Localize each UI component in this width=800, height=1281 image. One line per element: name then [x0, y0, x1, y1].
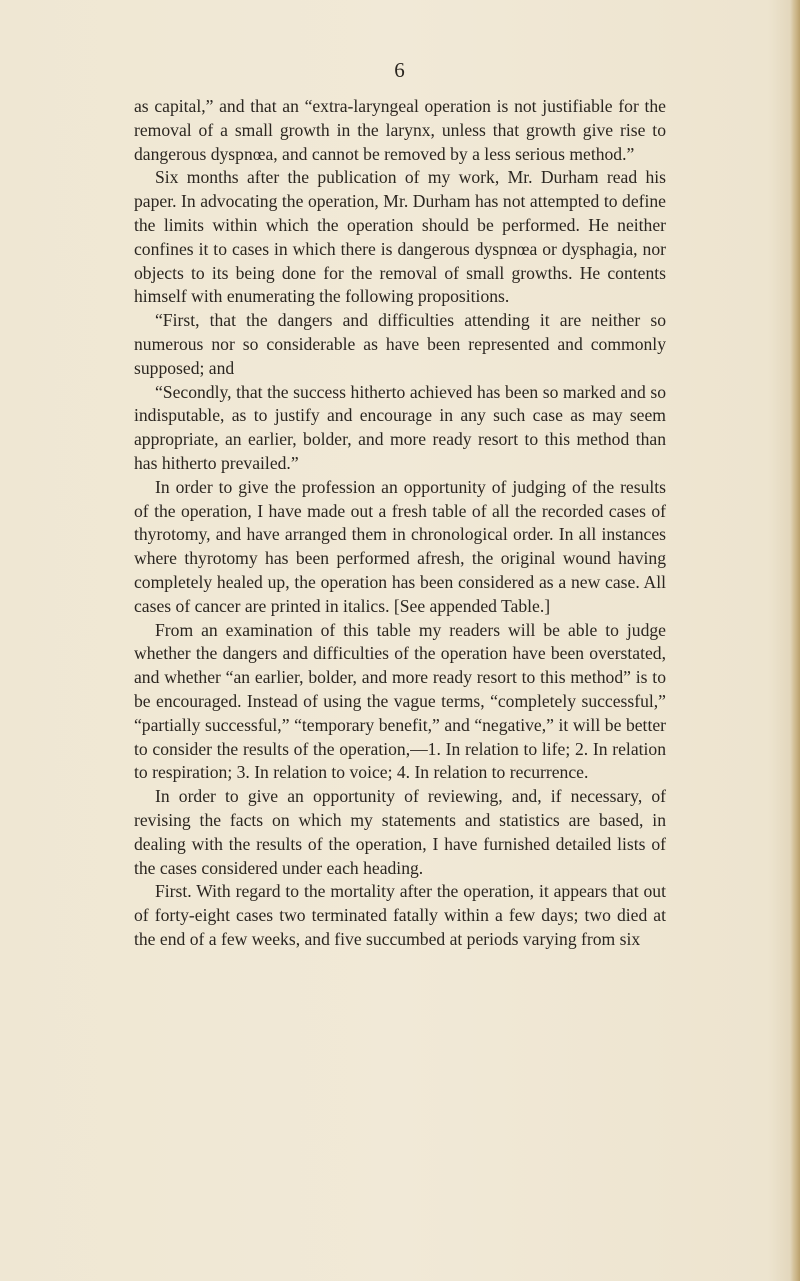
page-edge	[790, 0, 800, 1281]
paragraph: as capital,” and that an “extra-laryngeal operation is not justifiable for the removal of a small growth in the larynx, unless that growth give rise to dangerous dyspnœa, and cannot be removed by a less serious method.”	[134, 96, 666, 164]
page-number: 6	[394, 58, 406, 82]
paragraph: Six months after the publication of my work, Mr. Durham read his paper. In advocating the operation, Mr. Durham has not attempted to define the limits within which the operation should be performed. He neither confines it to cases in which there is dangerous dyspnœa or dysphagia, nor objects to its being done for the removal of small growths. He contents himself with enumerating the following propositions.	[134, 167, 666, 307]
paragraph: In order to give the profession an opportunity of judging of the results of the operation, I have made out a fresh table of all the recorded cases of thyrotomy, and have arranged them in chronological order. In all instances where thyrotomy has been performed afresh, the original wound having completely healed up, the operation has been considered as a new case. All cases of cancer are printed in italics. [See appended Table.]	[134, 476, 666, 616]
body-text	[134, 95, 666, 952]
paragraph: “First, that the dangers and difficulties attending it are neither so numerous nor so considerable as have been represented and commonly supposed; and	[134, 310, 666, 378]
paragraph: From an examination of this table my readers will be able to judge whether the dangers and difficulties of the operation have been overstated, and whether “an earlier, bolder, and more ready resort to this method” is to be encouraged. Instead of using the vague terms, “completely successful,” “partially successful,” “temporary benefit,” and “negative,” it will be better to consider the results of the operation,—1. In relation to life; 2. In relation to respiration; 3. In relation to voice; 4. In relation to recurrence.	[134, 619, 666, 783]
paragraph: In order to give an opportunity of reviewing, and, if necessary, of revising the facts on which my statements and statistics are based, in dealing with the results of the operation, I have furnished detailed lists of the cases considered under each heading.	[134, 786, 666, 878]
paragraph: “Secondly, that the success hitherto achieved has been so marked and so indisputable, as to justify and encourage in any such case as may seem appropriate, an earlier, bolder, and more ready resort to this method than has hitherto prevailed.”	[134, 381, 666, 473]
paragraph: First. With regard to the mortality after the operation, it appears that out of forty-eight cases two terminated fatally within a few days; two died at the end of a few weeks, and five succumbed at periods varying from six	[134, 881, 666, 949]
